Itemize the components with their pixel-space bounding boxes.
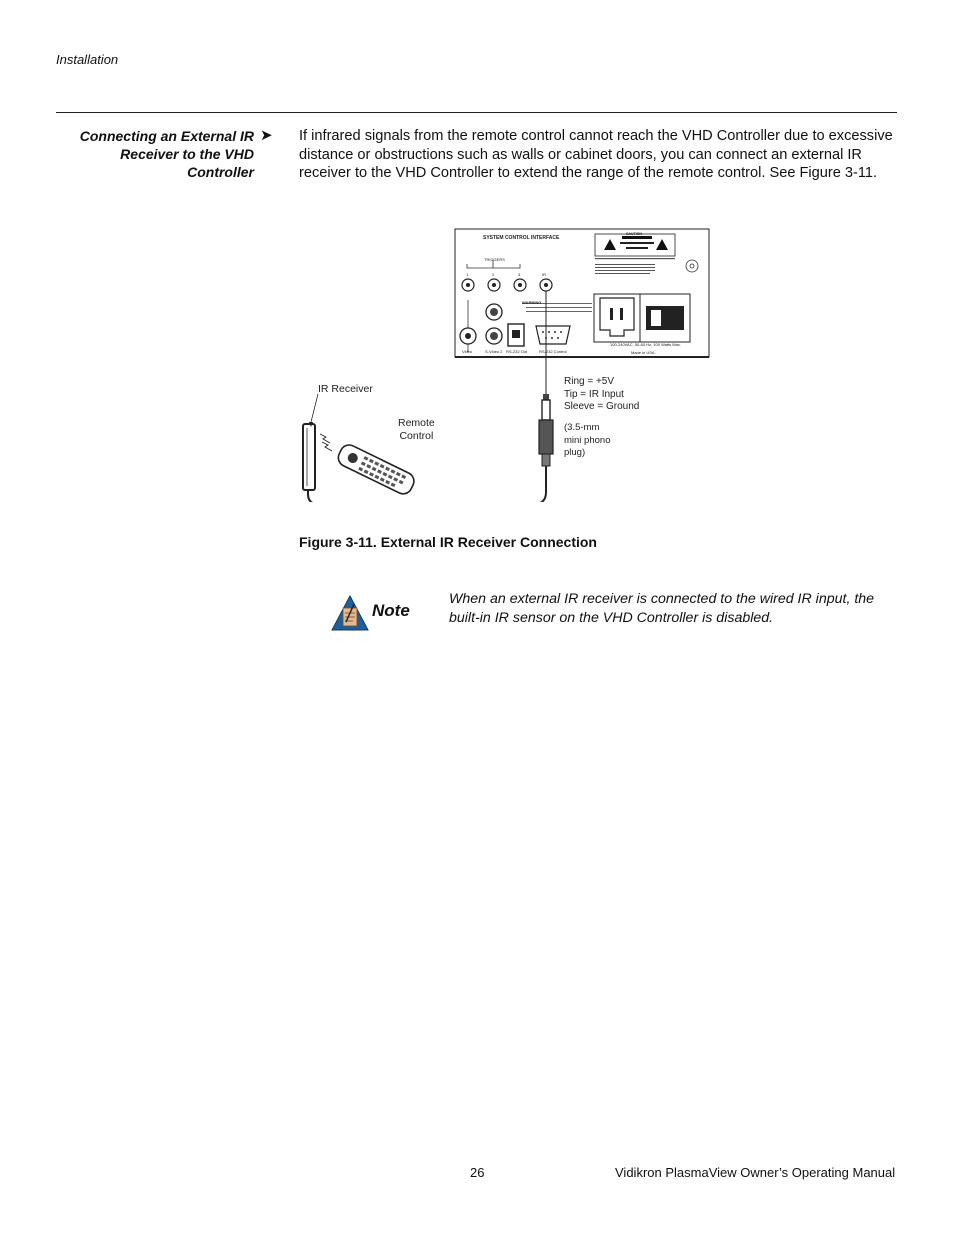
plug-pin-assignments: Ring = +5V Tip = IR Input Sleeve = Ground xyxy=(564,376,640,412)
port-label-rs232-control: RS-232 Control xyxy=(539,349,567,354)
manual-title: Vidikron PlasmaView Owner’s Operating Manual xyxy=(615,1165,896,1180)
trigger-number-3: 3 xyxy=(518,272,521,277)
plug-type-label: (3.5-mm mini phono plug) xyxy=(564,422,611,458)
header-rule xyxy=(56,112,897,113)
ir-jack-label: IR xyxy=(542,272,546,277)
port-label-rs232-out: RS-232 Out xyxy=(506,349,528,354)
port-label-video: Video xyxy=(462,349,473,354)
caution-label: CAUTION xyxy=(626,232,642,236)
panel-title: SYSTEM CONTROL INTERFACE xyxy=(483,235,560,241)
note-label: Note xyxy=(372,601,410,620)
page-number: 26 xyxy=(470,1165,485,1180)
warning-label: WARNING xyxy=(522,300,542,305)
section-heading: Connecting an External IR Receiver to the VHD Controller xyxy=(79,128,254,180)
note-icon xyxy=(330,594,370,637)
figure-illustration xyxy=(290,222,720,502)
note-text: When an external IR receiver is connected to the wired IR input, the built-in IR sensor on the VHD Controller is disabled. xyxy=(449,591,875,626)
figure-caption: Figure 3-11. External IR Receiver Connection xyxy=(299,534,597,550)
trigger-number-1: 1 xyxy=(466,272,469,277)
triggers-label: TRIGGERS xyxy=(484,257,505,262)
trigger-number-2: 2 xyxy=(492,272,495,277)
remote-control-label: Remote Control xyxy=(398,417,435,442)
ir-connection-figure xyxy=(290,222,720,502)
ir-receiver-label: IR Receiver xyxy=(318,383,373,395)
running-header: Installation xyxy=(56,52,119,67)
power-rating: 100-240VAC, 50-60 Hz, 100 Watts Max. xyxy=(610,342,681,347)
port-label-svideo: S-Video 2 xyxy=(485,349,503,354)
body-paragraph: If infrared signals from the remote control cannot reach the VHD Controller due to excessive distance or obstructions such as walls or cabinet doors, you can connect an external IR receiver to the VHD Controller to extend the range of the remote control. See Figure 3-11. xyxy=(299,128,893,181)
arrow-icon: ➤ xyxy=(260,127,273,144)
made-in-label: Made in USA xyxy=(631,350,655,355)
